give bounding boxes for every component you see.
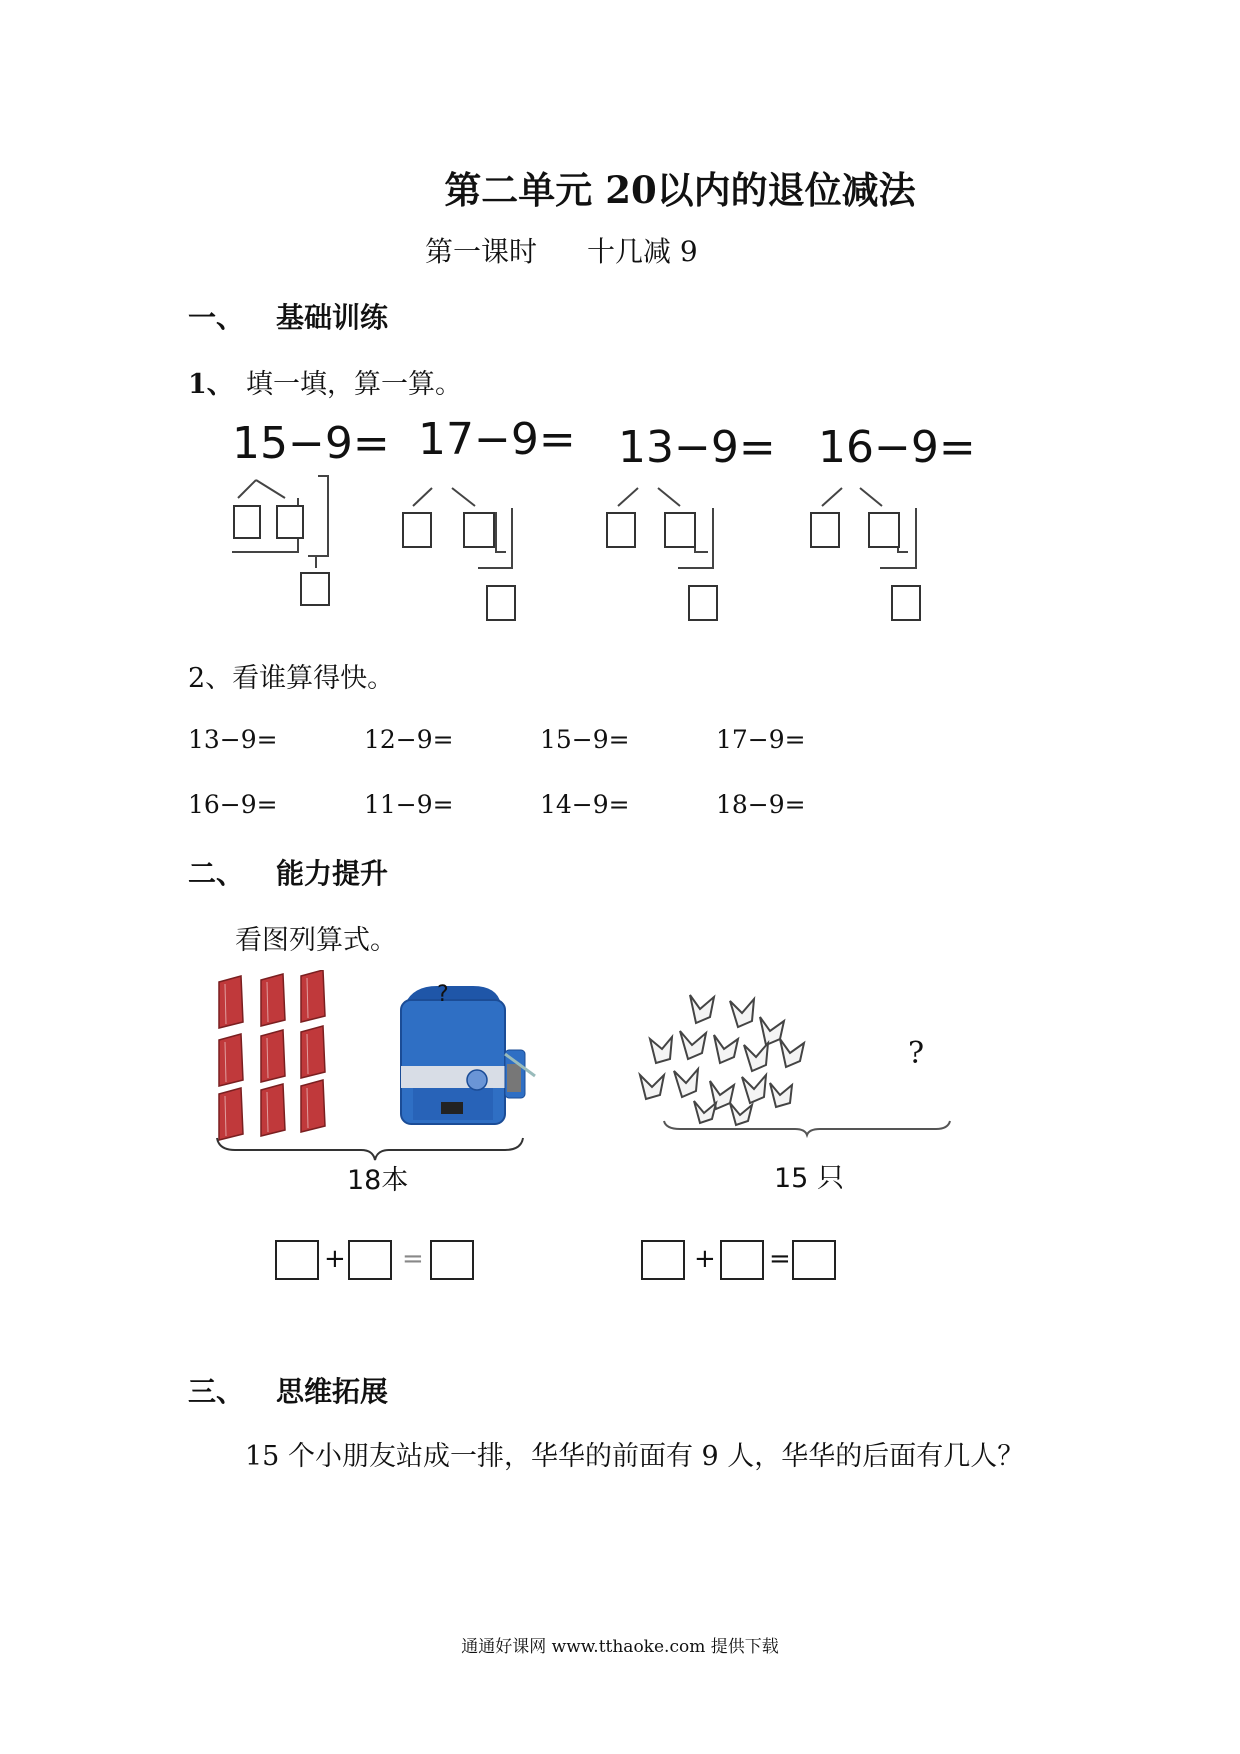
section-title: 思维拓展 bbox=[276, 1375, 389, 1408]
answer-box[interactable] bbox=[276, 505, 304, 539]
schoolbag-icon bbox=[401, 986, 535, 1124]
decomposition-lines bbox=[0, 0, 1240, 660]
equation-box[interactable] bbox=[348, 1240, 392, 1280]
answer-box[interactable] bbox=[300, 572, 330, 606]
left-total-label: 18本 bbox=[347, 1165, 409, 1196]
answer-box[interactable] bbox=[486, 585, 516, 621]
drill-item: 12−9= bbox=[364, 725, 454, 754]
split-equation-4: 16−9= bbox=[818, 422, 976, 473]
split-equation-2: 17−9= bbox=[418, 414, 576, 465]
drill-item: 11−9= bbox=[364, 790, 454, 819]
drill-item: 17−9= bbox=[716, 725, 806, 754]
section-title: 基础训练 bbox=[276, 301, 389, 334]
question-text: 填一填，算一算。 bbox=[246, 369, 462, 400]
drill-item: 16−9= bbox=[188, 790, 278, 819]
answer-box[interactable] bbox=[233, 505, 261, 539]
books-and-bag-illustration bbox=[205, 970, 565, 1170]
answer-box[interactable] bbox=[868, 512, 900, 548]
equation-box[interactable] bbox=[275, 1240, 319, 1280]
answer-box[interactable] bbox=[688, 585, 718, 621]
split-equation-1: 15−9= bbox=[232, 418, 390, 469]
book-icon bbox=[219, 970, 325, 1140]
equation-box[interactable] bbox=[792, 1240, 836, 1280]
section-heading-2 bbox=[188, 852, 388, 892]
right-total-label: 15 只 bbox=[774, 1163, 844, 1194]
plus-sign: + bbox=[694, 1244, 716, 1274]
question-number: 1、 bbox=[188, 369, 234, 400]
picture-instruction: 看图列算式。 bbox=[235, 925, 397, 956]
drill-item: 13−9= bbox=[188, 725, 278, 754]
lesson-topic: 十几减 9 bbox=[587, 235, 698, 268]
word-problem: 15 个小朋友站成一排，华华的前面有 9 人，华华的后面有几人？ bbox=[245, 1441, 1025, 1472]
answer-box[interactable] bbox=[891, 585, 921, 621]
drill-item: 14−9= bbox=[540, 790, 630, 819]
section-number: 三、 bbox=[188, 1375, 245, 1408]
answer-box[interactable] bbox=[402, 512, 432, 548]
drill-item: 15−9= bbox=[540, 725, 630, 754]
left-question-mark: ? bbox=[437, 982, 449, 1007]
answer-box[interactable] bbox=[606, 512, 636, 548]
equation-box[interactable] bbox=[641, 1240, 685, 1280]
right-question-mark: ? bbox=[908, 1036, 925, 1071]
equals-sign: = bbox=[402, 1244, 424, 1274]
equals-sign: = bbox=[769, 1244, 791, 1274]
answer-box[interactable] bbox=[463, 512, 495, 548]
plus-sign: + bbox=[324, 1244, 346, 1274]
lesson-number: 第一课时 bbox=[425, 235, 538, 268]
equation-box[interactable] bbox=[430, 1240, 474, 1280]
section-title: 能力提升 bbox=[276, 857, 389, 890]
answer-box[interactable] bbox=[664, 512, 696, 548]
equation-box[interactable] bbox=[720, 1240, 764, 1280]
question-2: 2、看谁算得快。 bbox=[188, 663, 395, 694]
section-heading-3 bbox=[188, 1370, 388, 1410]
bird-icon bbox=[640, 995, 804, 1125]
section-number: 二、 bbox=[188, 857, 245, 890]
drill-item: 18−9= bbox=[716, 790, 806, 819]
section-number: 一、 bbox=[188, 301, 245, 334]
page-title: 第二单元 20以内的退位减法 bbox=[444, 168, 916, 212]
answer-box[interactable] bbox=[810, 512, 840, 548]
page-footer: 通通好课网 www.tthaoke.com 提供下载 bbox=[461, 1637, 779, 1657]
split-equation-3: 13−9= bbox=[618, 422, 776, 473]
